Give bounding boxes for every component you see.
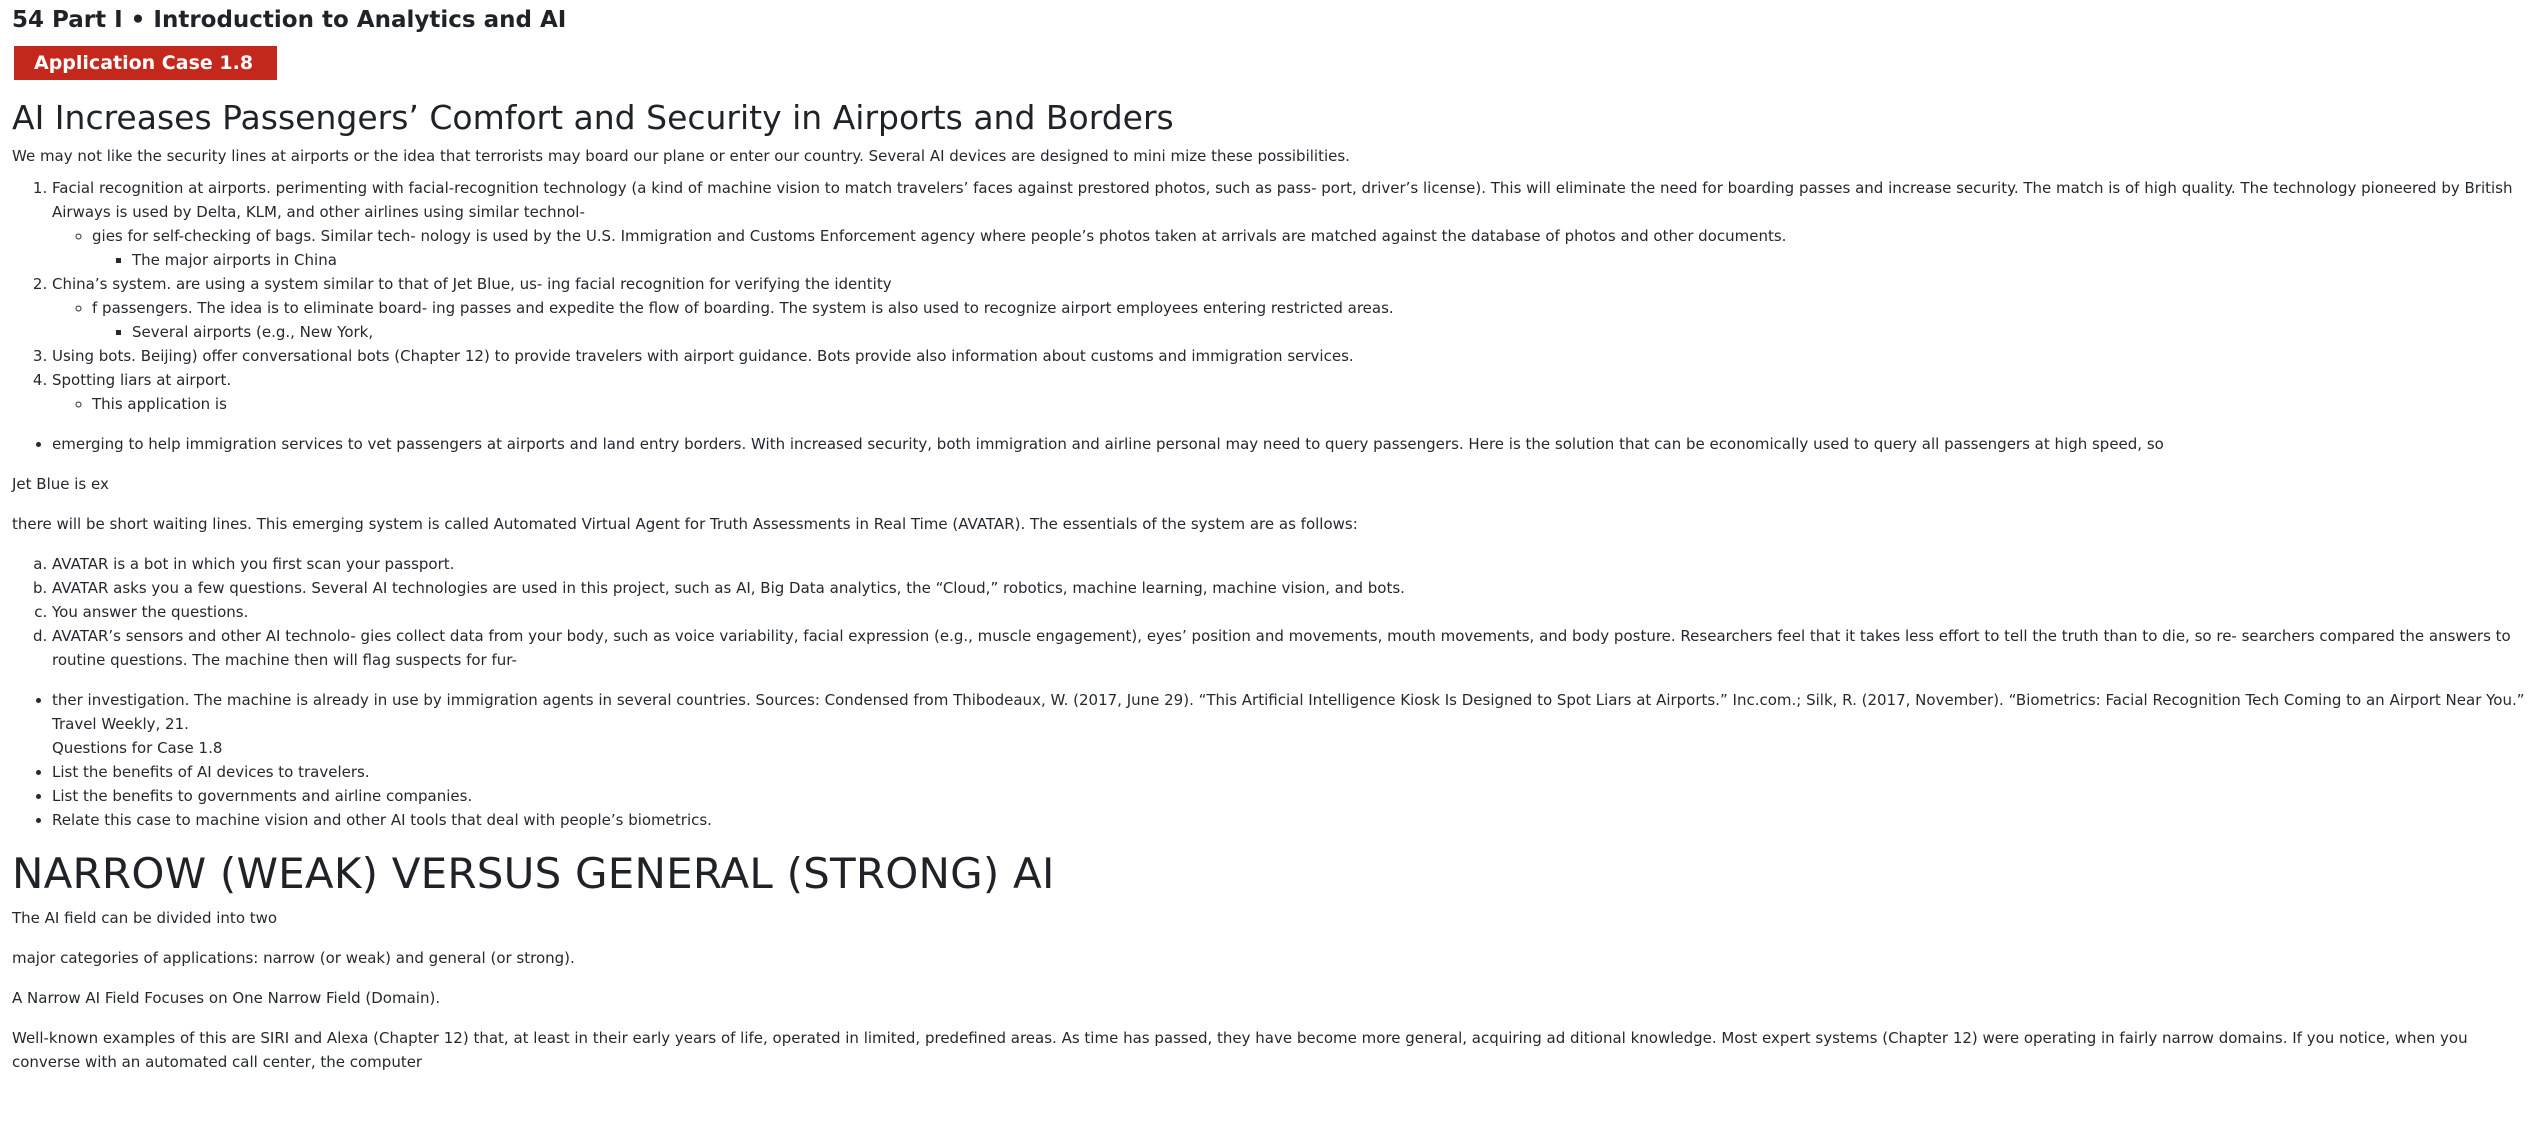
bullet-list bbox=[12, 432, 2530, 456]
list-item: ▪ The major airports in China bbox=[132, 248, 2530, 272]
list-item-text: Facial recognition at airports. perimenting with facial-recognition technology (a kind of machine vision to match travelers’ faces against prestored photos, such as pass- port, driver’s license). This will eliminate the need for boarding passes and increase security. The match is of high quality. The technology pioneered by British Airways is used by Delta, KLM, and other airlines using similar technol- bbox=[52, 179, 2513, 221]
list-item-text: f passengers. The idea is to eliminate board- ing passes and expedite the flow of boarding. The system is also used to recognize airport employees entering restricted areas. bbox=[92, 299, 1394, 317]
list-item: ◦ This application is bbox=[92, 392, 2530, 416]
list-item: • List the benefits of AI devices to travelers. bbox=[52, 760, 2530, 784]
list-item: • Relate this case to machine vision and other AI tools that deal with people’s biometrics. bbox=[52, 808, 2530, 832]
list-item: ▪ Several airports (e.g., New York, bbox=[132, 320, 2530, 344]
sub-list bbox=[52, 296, 2530, 344]
sub-sub-list bbox=[92, 248, 2530, 272]
section-paragraph: major categories of applications: narrow (or weak) and general (or strong). bbox=[12, 949, 575, 967]
list-item: b. AVATAR asks you a few questions. Several AI technologies are used in this project, such as AI, Big Data analytics, the “Cloud,” robotics, machine learning, machine vision, and bots. bbox=[52, 576, 2530, 600]
list-item: c. You answer the questions. bbox=[52, 600, 2530, 624]
running-head: 54 Part I • Introduction to Analytics and AI bbox=[12, 7, 567, 33]
list-item: • emerging to help immigration services to vet passengers at airports and land entry borders. With increased security, both immigration and airline personal may need to query passengers. Here is the solution that can be economically used to query all passengers at high speed, so bbox=[52, 432, 2530, 456]
list-item bbox=[52, 176, 2530, 272]
paragraph-jetblue: Jet Blue is ex bbox=[12, 475, 109, 493]
paragraph-avatar-intro: there will be short waiting lines. This emerging system is called Automated Virtual Agent for Truth Assessments in Real Time (AVATAR). The essentials of the system are as follows: bbox=[12, 515, 1358, 533]
list-item bbox=[52, 688, 2530, 760]
list-item-text: Spotting liars at airport. bbox=[52, 371, 232, 389]
list-item-text: gies for self-checking of bags. Similar tech- nology is used by the U.S. Immigration and Customs Enforcement agency where people’s photos taken at arrivals are matched against the database of photos and other documents. bbox=[92, 227, 1787, 245]
list-item-text: China’s system. are using a system similar to that of Jet Blue, us- ing facial recognition for verifying the identity bbox=[52, 275, 892, 293]
questions-heading: Questions for Case 1.8 bbox=[52, 739, 223, 757]
intro-paragraph: We may not like the security lines at airports or the idea that terrorists may board our plane or enter our country. Several AI devices are designed to mini mize these possibilities. bbox=[12, 147, 1350, 165]
list-item: • List the benefits to governments and airline companies. bbox=[52, 784, 2530, 808]
section-paragraph: Well-known examples of this are SIRI and Alexa (Chapter 12) that, at least in their early years of life, operated in limited, predefined areas. As time has passed, they have become more general, acquiring ad ditional knowledge. Most expert systems (Chapter 12) were operating in fairly narrow domains. If you notice, when you converse with an automated call center, the computer bbox=[12, 1029, 2468, 1071]
list-item bbox=[92, 296, 2530, 344]
section-paragraph: The AI field can be divided into two bbox=[12, 909, 278, 927]
list-item bbox=[52, 368, 2530, 416]
section-heading: NARROW (WEAK) VERSUS GENERAL (STRONG) AI bbox=[12, 849, 1055, 898]
sub-list bbox=[52, 392, 2530, 416]
list-item bbox=[92, 224, 2530, 272]
list-item bbox=[52, 272, 2530, 344]
case-title: AI Increases Passengers’ Comfort and Security in Airports and Borders bbox=[12, 98, 1174, 137]
list-item-text: ther investigation. The machine is already in use by immigration agents in several countries. Sources: Condensed from Thibodeaux, W. (2017, June 29). “This Artificial Intelligence Kiosk Is Designed to Spot Liars at Airports.” Inc.com.; Silk, R. (2017, November). “Biometrics: Facial Recognition Tech Coming to an Airport Near You.” Travel Weekly, 21. bbox=[52, 691, 2525, 733]
questions-bullet-list bbox=[12, 688, 2530, 832]
list-item: d. AVATAR’s sensors and other AI technolo- gies collect data from your body, such as voice variability, facial expression (e.g., muscle engagement), eyes’ position and movements, mouth movements, and body posture. Researchers feel that it takes less effort to tell the truth than to die, so re- searchers compared the answers to routine questions. The machine then will flag suspects for fur- bbox=[52, 624, 2530, 672]
numbered-list bbox=[12, 176, 2530, 416]
section-paragraph: A Narrow AI Field Focuses on One Narrow Field (Domain). bbox=[12, 989, 441, 1007]
sub-list bbox=[52, 224, 2530, 272]
list-item: 3. Using bots. Beijing) offer conversational bots (Chapter 12) to provide travelers with airport guidance. Bots provide also information about customs and immigration services. bbox=[52, 344, 2530, 368]
application-case-badge: Application Case 1.8 bbox=[14, 46, 277, 80]
alpha-list bbox=[12, 552, 2530, 672]
sub-sub-list bbox=[92, 320, 2530, 344]
list-item: a. AVATAR is a bot in which you first scan your passport. bbox=[52, 552, 2530, 576]
